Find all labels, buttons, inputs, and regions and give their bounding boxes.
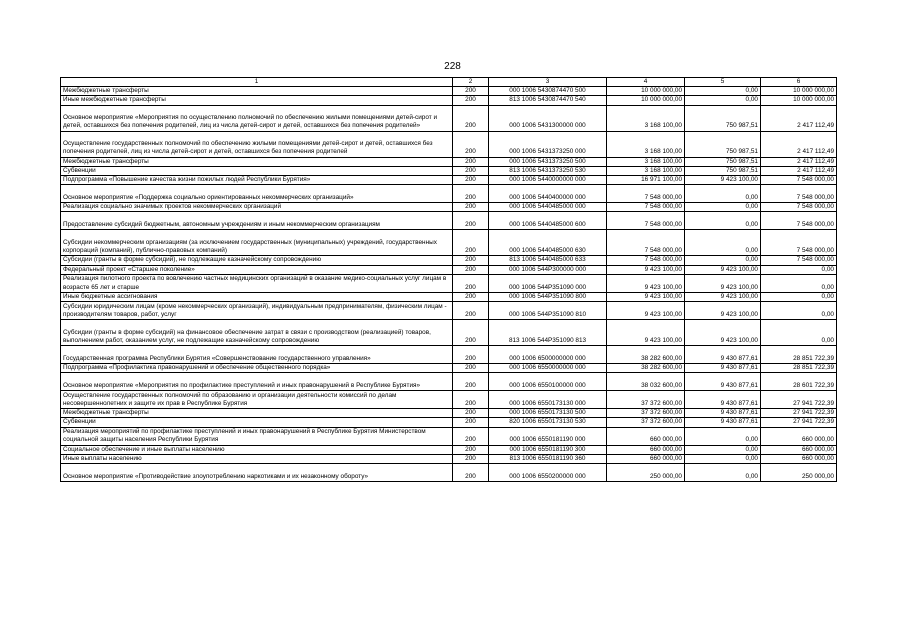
- row-amount-col6: 2 417 112,49: [761, 157, 837, 166]
- row-amount-col6: 7 548 000,00: [761, 256, 837, 265]
- table-row: [61, 256, 837, 265]
- table-row: [61, 274, 837, 292]
- row-amount-col6: 660 000,00: [761, 454, 837, 463]
- table-row: [61, 166, 837, 175]
- row-name: Основное мероприятие «Мероприятия по осуществлению полномочий по обеспечению жилыми помещениями детей-сирот и детей, оставшихся без попечения родителей, лиц из числа детей-сирот и детей, оставшихся без попечения родителей»: [61, 105, 453, 131]
- row-line-code: 200: [453, 302, 489, 320]
- row-amount-col6: 28 851 722,39: [761, 346, 837, 364]
- page-number: 228: [444, 61, 461, 72]
- table-row: [61, 445, 837, 454]
- row-budget-code: 813 1006 5430874470 540: [489, 96, 607, 105]
- row-name: Реализация социально значимых проектов некоммерческих организаций: [61, 203, 453, 212]
- row-name: Субсидии некоммерческим организациям (за исключением государственных (муниципальных) учреждений, государственных корпораций (компаний), публично-правовых компаний): [61, 230, 453, 256]
- table-row: [61, 364, 837, 373]
- table-row: [61, 176, 837, 185]
- row-name: Иные выплаты населению: [61, 454, 453, 463]
- row-name: Осуществление государственных полномочий по обеспечению жилыми помещениями детей-сирот и детей, оставшихся без попечения родителей, лиц из числа детей-сирот и детей, оставшихся без попечения родителей: [61, 131, 453, 157]
- row-amount-col5: 9 430 877,61: [685, 346, 761, 364]
- row-amount-col5: 750 987,51: [685, 131, 761, 157]
- row-amount-col6: 2 417 112,49: [761, 131, 837, 157]
- row-amount-col4: 660 000,00: [607, 454, 685, 463]
- row-name: Межбюджетные трансферты: [61, 87, 453, 96]
- budget-table: [60, 77, 837, 482]
- row-budget-code: 000 1006 6550181190 300: [489, 445, 607, 454]
- table-row: [61, 320, 837, 346]
- row-amount-col4: 250 000,00: [607, 464, 685, 482]
- row-line-code: 200: [453, 230, 489, 256]
- row-line-code: 200: [453, 185, 489, 203]
- row-amount-col6: 0,00: [761, 265, 837, 274]
- row-line-code: 200: [453, 256, 489, 265]
- row-budget-code: 000 1006 6550173130 000: [489, 391, 607, 409]
- row-name: Социальное обеспечение и иные выплаты населению: [61, 445, 453, 454]
- row-amount-col4: 7 548 000,00: [607, 230, 685, 256]
- row-budget-code: 000 1006 544P300000 000: [489, 265, 607, 274]
- row-amount-col4: 16 971 100,00: [607, 176, 685, 185]
- row-name: Иные бюджетные ассигнования: [61, 292, 453, 301]
- row-amount-col4: 3 168 100,00: [607, 166, 685, 175]
- row-budget-code: 813 1006 6550181190 360: [489, 454, 607, 463]
- row-amount-col5: 9 430 877,61: [685, 364, 761, 373]
- row-budget-code: 000 1006 5440485000 630: [489, 230, 607, 256]
- row-name: Осуществление государственных полномочий по образованию и организации деятельности комиссий по делам несовершеннолетних и защите их прав в Республике Бурятия: [61, 391, 453, 409]
- row-amount-col6: 0,00: [761, 292, 837, 301]
- row-budget-code: 000 1006 6550173130 500: [489, 409, 607, 418]
- row-amount-col6: 0,00: [761, 302, 837, 320]
- row-amount-col5: 0,00: [685, 185, 761, 203]
- row-amount-col5: 9 423 100,00: [685, 176, 761, 185]
- row-amount-col6: 660 000,00: [761, 445, 837, 454]
- table-row: [61, 373, 837, 391]
- row-amount-col6: 0,00: [761, 274, 837, 292]
- row-budget-code: 000 1006 6550200000 000: [489, 464, 607, 482]
- table-row: [61, 131, 837, 157]
- row-budget-code: 820 1006 6550173130 530: [489, 418, 607, 427]
- row-amount-col5: 9 423 100,00: [685, 292, 761, 301]
- row-line-code: 200: [453, 131, 489, 157]
- row-line-code: 200: [453, 418, 489, 427]
- table-row: [61, 157, 837, 166]
- row-name: Реализация мероприятий по профилактике преступлений и иных правонарушений в Республике Бурятия Министерством социальной защиты населения Республики Бурятия: [61, 427, 453, 445]
- row-amount-col6: 10 000 000,00: [761, 96, 837, 105]
- row-line-code: 200: [453, 96, 489, 105]
- row-amount-col5: 0,00: [685, 256, 761, 265]
- row-amount-col4: 3 168 100,00: [607, 105, 685, 131]
- column-header: 5: [685, 78, 761, 87]
- row-name: Субсидии юридическим лицам (кроме некоммерческих организаций), индивидуальным предпринимателям, физическим лицам - производителям товаров, работ, услуг: [61, 302, 453, 320]
- row-name: Межбюджетные трансферты: [61, 157, 453, 166]
- row-line-code: 200: [453, 427, 489, 445]
- row-amount-col4: 660 000,00: [607, 427, 685, 445]
- row-budget-code: 000 1006 6500000000 000: [489, 346, 607, 364]
- row-amount-col5: 750 987,51: [685, 157, 761, 166]
- table-row: [61, 409, 837, 418]
- row-line-code: 200: [453, 346, 489, 364]
- row-amount-col4: 3 168 100,00: [607, 157, 685, 166]
- row-amount-col4: 7 548 000,00: [607, 203, 685, 212]
- row-budget-code: 000 1006 5440485000 600: [489, 212, 607, 230]
- row-amount-col6: 0,00: [761, 320, 837, 346]
- row-amount-col5: 0,00: [685, 212, 761, 230]
- row-name: Межбюджетные трансферты: [61, 409, 453, 418]
- table-row: [61, 292, 837, 301]
- row-amount-col5: 9 430 877,61: [685, 373, 761, 391]
- row-budget-code: 000 1006 6550000000 000: [489, 364, 607, 373]
- row-name: Основное мероприятие «Поддержка социально ориентированных некоммерческих организаций»: [61, 185, 453, 203]
- table-row: [61, 391, 837, 409]
- row-amount-col4: 38 282 600,00: [607, 364, 685, 373]
- table-body: [61, 87, 837, 482]
- row-name: Субвенции: [61, 418, 453, 427]
- row-budget-code: 000 1006 544P351090 810: [489, 302, 607, 320]
- row-line-code: 200: [453, 166, 489, 175]
- row-line-code: 200: [453, 105, 489, 131]
- row-line-code: 200: [453, 212, 489, 230]
- row-amount-col4: 10 000 000,00: [607, 96, 685, 105]
- row-amount-col6: 2 417 112,49: [761, 166, 837, 175]
- row-budget-code: 000 1006 544P351090 800: [489, 292, 607, 301]
- row-name: Подпрограмма «Повышение качества жизни пожилых людей Республики Бурятия»: [61, 176, 453, 185]
- table-row: [61, 464, 837, 482]
- row-budget-code: 000 1006 5431300000 000: [489, 105, 607, 131]
- row-name: Государственная программа Республики Бурятия «Совершенствование государственного управления»: [61, 346, 453, 364]
- row-amount-col6: 7 548 000,00: [761, 176, 837, 185]
- row-budget-code: 813 1006 544P351090 813: [489, 320, 607, 346]
- row-amount-col5: 9 423 100,00: [685, 320, 761, 346]
- row-amount-col4: 9 423 100,00: [607, 302, 685, 320]
- row-amount-col6: 660 000,00: [761, 427, 837, 445]
- row-amount-col4: 7 548 000,00: [607, 185, 685, 203]
- row-budget-code: 000 1006 6550100000 000: [489, 373, 607, 391]
- row-name: Предоставление субсидий бюджетным, автономным учреждениям и иным некоммерческим организациям: [61, 212, 453, 230]
- row-amount-col5: 0,00: [685, 454, 761, 463]
- table-row: [61, 454, 837, 463]
- column-header: 6: [761, 78, 837, 87]
- table-row: [61, 230, 837, 256]
- table-row: [61, 185, 837, 203]
- row-amount-col4: 37 372 600,00: [607, 409, 685, 418]
- row-name: Основное мероприятие «Мероприятия по профилактике преступлений и иных правонарушений в Республике Бурятия»: [61, 373, 453, 391]
- row-budget-code: 000 1006 5431373250 500: [489, 157, 607, 166]
- table-row: [61, 212, 837, 230]
- row-amount-col6: 250 000,00: [761, 464, 837, 482]
- row-amount-col6: 28 851 722,39: [761, 364, 837, 373]
- table-row: [61, 346, 837, 364]
- table-row: [61, 302, 837, 320]
- row-name: Федеральный проект «Старшее поколение»: [61, 265, 453, 274]
- row-amount-col6: 10 000 000,00: [761, 87, 837, 96]
- row-line-code: 200: [453, 391, 489, 409]
- row-budget-code: 000 1006 5430874470 500: [489, 87, 607, 96]
- table-row: [61, 265, 837, 274]
- row-amount-col4: 10 000 000,00: [607, 87, 685, 96]
- row-amount-col5: 0,00: [685, 203, 761, 212]
- row-line-code: 200: [453, 445, 489, 454]
- row-amount-col6: 27 941 722,39: [761, 409, 837, 418]
- row-line-code: 200: [453, 464, 489, 482]
- row-amount-col6: 27 941 722,39: [761, 418, 837, 427]
- table-row: [61, 87, 837, 96]
- row-amount-col4: 9 423 100,00: [607, 320, 685, 346]
- row-amount-col5: 750 987,51: [685, 105, 761, 131]
- row-amount-col5: 9 430 877,61: [685, 418, 761, 427]
- row-amount-col5: 0,00: [685, 87, 761, 96]
- row-budget-code: 000 1006 5440400000 000: [489, 185, 607, 203]
- table-header-row: [61, 78, 837, 87]
- row-budget-code: 000 1006 5440485000 000: [489, 203, 607, 212]
- row-budget-code: 813 1006 5440485000 633: [489, 256, 607, 265]
- row-amount-col6: 7 548 000,00: [761, 212, 837, 230]
- row-amount-col5: 0,00: [685, 427, 761, 445]
- row-amount-col5: 9 423 100,00: [685, 274, 761, 292]
- row-budget-code: 000 1006 6550181190 000: [489, 427, 607, 445]
- row-amount-col5: 0,00: [685, 464, 761, 482]
- row-amount-col6: 27 941 722,39: [761, 391, 837, 409]
- row-amount-col6: 2 417 112,49: [761, 105, 837, 131]
- row-amount-col4: 9 423 100,00: [607, 292, 685, 301]
- row-amount-col4: 3 168 100,00: [607, 131, 685, 157]
- row-name: Реализация пилотного проекта по вовлечению частных медицинских организаций в оказание медико-социальных услуг лицам в возрасте 65 лет и старше: [61, 274, 453, 292]
- row-amount-col5: 0,00: [685, 230, 761, 256]
- table-row: [61, 427, 837, 445]
- row-amount-col5: 0,00: [685, 96, 761, 105]
- table-row: [61, 105, 837, 131]
- row-amount-col5: 9 423 100,00: [685, 265, 761, 274]
- row-amount-col5: 9 430 877,61: [685, 409, 761, 418]
- row-name: Субсидии (гранты в форме субсидий), не подлежащие казначейскому сопровождению: [61, 256, 453, 265]
- row-line-code: 200: [453, 292, 489, 301]
- row-amount-col4: 37 372 600,00: [607, 418, 685, 427]
- table-row: [61, 203, 837, 212]
- row-name: Основное мероприятие «Противодействие злоупотреблению наркотиками и их незаконному обороту»: [61, 464, 453, 482]
- row-line-code: 200: [453, 176, 489, 185]
- row-amount-col4: 660 000,00: [607, 445, 685, 454]
- row-amount-col6: 7 548 000,00: [761, 185, 837, 203]
- row-amount-col4: 7 548 000,00: [607, 256, 685, 265]
- column-header: 4: [607, 78, 685, 87]
- row-amount-col6: 7 548 000,00: [761, 203, 837, 212]
- table-row: [61, 418, 837, 427]
- row-amount-col5: 9 423 100,00: [685, 302, 761, 320]
- row-line-code: 200: [453, 409, 489, 418]
- row-line-code: 200: [453, 274, 489, 292]
- row-line-code: 200: [453, 364, 489, 373]
- column-header: 1: [61, 78, 453, 87]
- row-amount-col5: 750 987,51: [685, 166, 761, 175]
- row-line-code: 200: [453, 265, 489, 274]
- row-line-code: 200: [453, 157, 489, 166]
- row-line-code: 200: [453, 87, 489, 96]
- row-amount-col4: 9 423 100,00: [607, 265, 685, 274]
- table-row: [61, 96, 837, 105]
- row-line-code: 200: [453, 373, 489, 391]
- row-amount-col4: 38 282 600,00: [607, 346, 685, 364]
- row-amount-col5: 9 430 877,61: [685, 391, 761, 409]
- row-line-code: 200: [453, 454, 489, 463]
- row-name: Подпрограмма «Профилактика правонарушений и обеспечение общественного порядка»: [61, 364, 453, 373]
- row-budget-code: 000 1006 5440000000 000: [489, 176, 607, 185]
- row-budget-code: 000 1006 544P351090 000: [489, 274, 607, 292]
- row-name: Иные межбюджетные трансферты: [61, 96, 453, 105]
- row-amount-col6: 7 548 000,00: [761, 230, 837, 256]
- row-budget-code: 813 1006 5431373250 530: [489, 166, 607, 175]
- column-header: 3: [489, 78, 607, 87]
- row-amount-col4: 7 548 000,00: [607, 212, 685, 230]
- column-header: 2: [453, 78, 489, 87]
- row-budget-code: 000 1006 5431373250 000: [489, 131, 607, 157]
- row-amount-col4: 9 423 100,00: [607, 274, 685, 292]
- row-amount-col5: 0,00: [685, 445, 761, 454]
- row-name: Субвенции: [61, 166, 453, 175]
- row-amount-col4: 38 032 600,00: [607, 373, 685, 391]
- row-line-code: 200: [453, 203, 489, 212]
- row-name: Субсидии (гранты в форме субсидий) на финансовое обеспечение затрат в связи с производством (реализацией) товаров, выполнением работ, оказанием услуг, не подлежащие казначейскому сопровождению: [61, 320, 453, 346]
- row-amount-col4: 37 372 600,00: [607, 391, 685, 409]
- row-line-code: 200: [453, 320, 489, 346]
- row-amount-col6: 28 601 722,39: [761, 373, 837, 391]
